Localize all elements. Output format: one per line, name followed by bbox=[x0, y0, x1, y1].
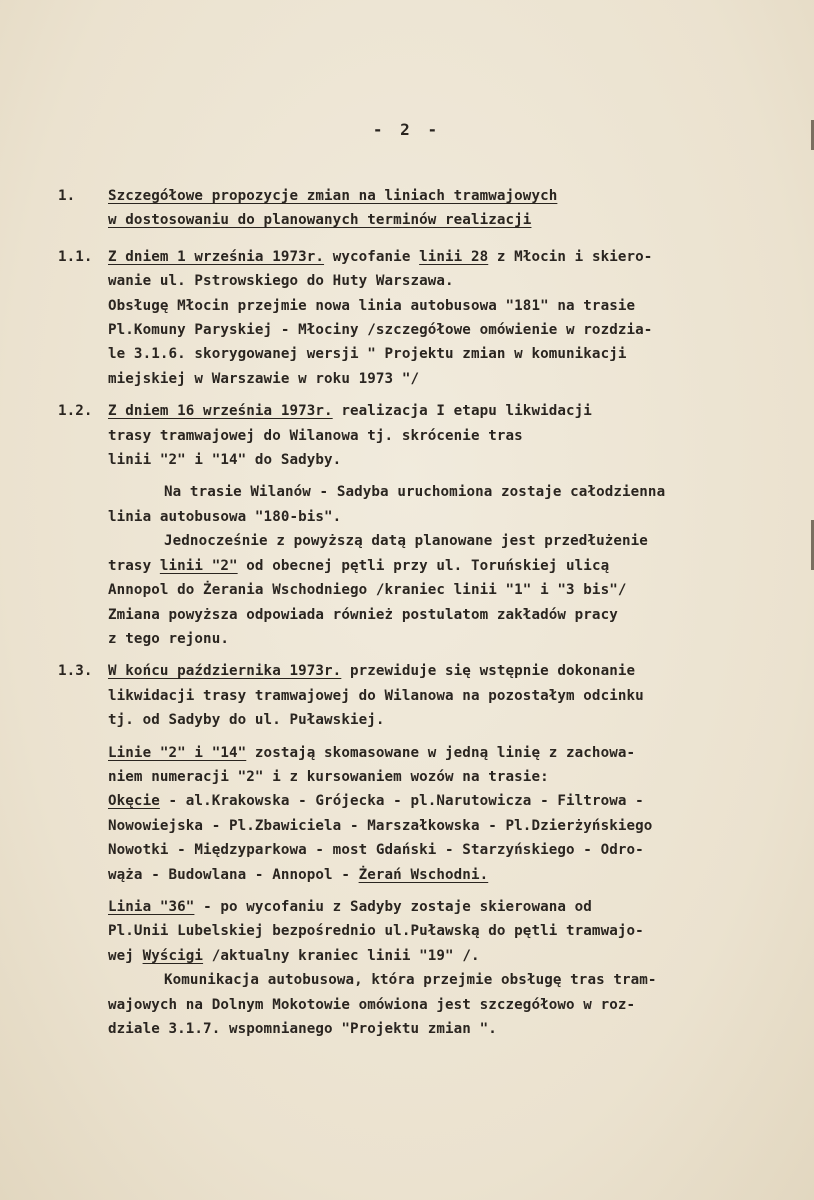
paragraph-line bbox=[108, 863, 758, 887]
main-heading bbox=[58, 184, 758, 233]
document-body bbox=[58, 184, 758, 1049]
text-run: - al.Krakowska - Grójecka - pl.Narutowicza - Filtrowa - bbox=[159, 793, 644, 810]
line-reference: linii 28 bbox=[419, 248, 489, 265]
paragraph-line bbox=[108, 789, 758, 813]
paragraph-line: z tego rejonu. bbox=[108, 630, 229, 647]
text-run: wąża - Budowlana - Annopol - bbox=[108, 866, 359, 883]
section-number: 1.2. bbox=[58, 403, 93, 420]
paragraph-line: Komunikacja autobusowa, która przejmie obsługę tras tram- bbox=[164, 972, 657, 989]
date-phrase: Z dniem 1 września 1973r. bbox=[108, 248, 325, 265]
paragraph-line: tj. od Sadyby do ul. Puławskiej. bbox=[108, 712, 385, 729]
paragraph-line: niem numeracji "2" i z kursowaniem wozów na trasie: bbox=[108, 768, 549, 785]
paragraph-line: Nowotki - Międzyparkowa - most Gdański - Starzyńskiego - Odro- bbox=[108, 842, 644, 859]
section-1-1 bbox=[58, 245, 758, 391]
section-number: 1.3. bbox=[58, 663, 93, 680]
route-terminus: Okęcie bbox=[108, 793, 160, 810]
text-run: wej bbox=[108, 947, 143, 964]
text-run: /aktualny kraniec linii "19" /. bbox=[203, 947, 480, 964]
date-phrase: Z dniem 16 września 1973r. bbox=[108, 403, 333, 420]
route-terminus: Żerań Wschodni. bbox=[358, 866, 489, 883]
text-run: zostają skomasowane w jedną linię z zachowa- bbox=[246, 744, 636, 761]
text-run: od obecnej pętli przy ul. Toruńskiej ulicą bbox=[237, 557, 610, 574]
date-phrase: W końcu października 1973r. bbox=[108, 663, 342, 680]
paragraph-line: Na trasie Wilanów - Sadyba uruchomiona zostaje całodzienna bbox=[164, 484, 666, 501]
paragraph-line: Pl.Unii Lubelskiej bezpośrednio ul.Puławską do pętli tramwajo- bbox=[108, 923, 644, 940]
text-run: realizacja I etapu likwidacji bbox=[332, 403, 592, 420]
text-run: wycofanie bbox=[324, 248, 420, 265]
paragraph-line: Obsługę Młocin przejmie nowa linia autobusowa "181" na trasie bbox=[108, 297, 636, 314]
route-terminus: Wyścigi bbox=[142, 947, 204, 964]
paragraph-line bbox=[108, 659, 758, 683]
line-reference: linii "2" bbox=[159, 557, 238, 574]
page-number: - 2 - bbox=[372, 120, 442, 139]
paragraph-line: wajowych na Dolnym Mokotowie omówiona jest szczegółowo w roz- bbox=[108, 996, 636, 1013]
text-run: trasy bbox=[108, 557, 160, 574]
paragraph-line: Jednocześnie z powyższą datą planowane jest przedłużenie bbox=[164, 533, 648, 550]
paragraph-line: miejskiej w Warszawie w roku 1973 "/ bbox=[108, 370, 420, 387]
section-number: 1.1. bbox=[58, 248, 93, 265]
paragraph-line: Annopol do Żerania Wschodniego /kraniec linii "1" i "3 bis"/ bbox=[108, 582, 627, 599]
paragraph-line bbox=[108, 895, 758, 919]
paragraph-line bbox=[108, 399, 758, 423]
heading-number: 1. bbox=[58, 188, 76, 204]
paragraph-line bbox=[108, 741, 758, 765]
paragraph-line: likwidacji trasy tramwajowej do Wilanowa na pozostałym odcinku bbox=[108, 687, 644, 704]
text-run: przewiduje się wstępnie dokonanie bbox=[341, 663, 636, 680]
paragraph-line bbox=[108, 944, 758, 968]
paragraph-line: Pl.Komuny Paryskiej - Młociny /szczegółowe omówienie w rozdzia- bbox=[108, 322, 653, 339]
paragraph-line bbox=[108, 245, 758, 269]
paragraph-line bbox=[108, 554, 758, 578]
paragraph-line: Nowowiejska - Pl.Zbawiciela - Marszałkowska - Pl.Dzierżyńskiego bbox=[108, 817, 653, 834]
section-1-3 bbox=[58, 659, 758, 1041]
paragraph-line: linia autobusowa "180-bis". bbox=[108, 508, 342, 525]
text-run: - po wycofaniu z Sadyby zostaje skierowana od bbox=[194, 898, 592, 915]
line-reference: Linie "2" i "14" bbox=[108, 744, 247, 761]
heading-line: Szczegółowe propozycje zmian na liniach tramwajowych bbox=[108, 188, 558, 204]
paragraph-line: trasy tramwajowej do Wilanowa tj. skrócenie tras bbox=[108, 427, 523, 444]
text-run: z Młocin i skiero- bbox=[488, 248, 653, 265]
paragraph-line: linii "2" i "14" do Sadyby. bbox=[108, 452, 342, 469]
section-1-2 bbox=[58, 399, 758, 651]
paragraph-line: dziale 3.1.7. wspomnianego "Projektu zmian ". bbox=[108, 1021, 497, 1037]
heading-line: w dostosowaniu do planowanych terminów realizacji bbox=[108, 212, 532, 229]
line-reference: Linia "36" bbox=[108, 898, 195, 915]
paragraph-line: wanie ul. Pstrowskiego do Huty Warszawa. bbox=[108, 273, 454, 290]
paragraph-line: Zmiana powyższa odpowiada również postulatom zakładów pracy bbox=[108, 606, 618, 623]
paragraph-line: le 3.1.6. skorygowanej wersji " Projektu zmian w komunikacji bbox=[108, 346, 627, 363]
